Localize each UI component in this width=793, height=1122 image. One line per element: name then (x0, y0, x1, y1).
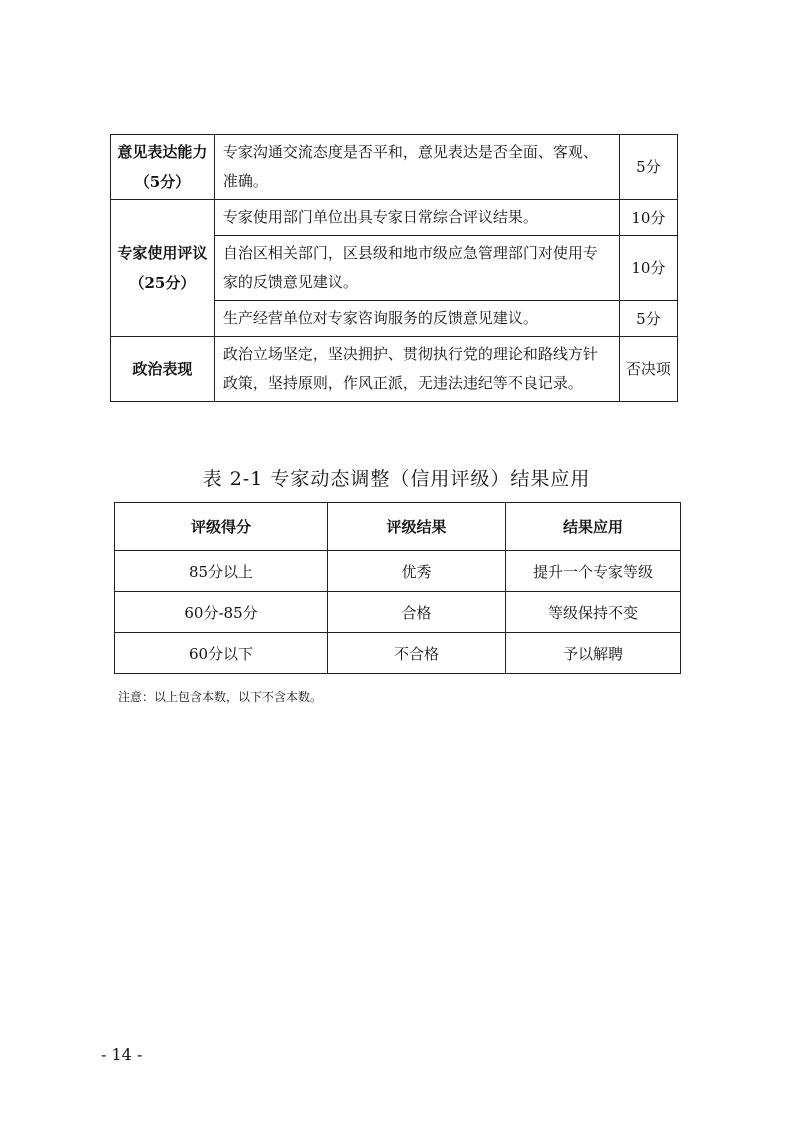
table-cell: 优秀 (328, 551, 506, 592)
table-row (115, 551, 681, 592)
criterion-score: 5分 (619, 135, 677, 200)
criterion-description: 自治区相关部门，区县级和地市级应急管理部门对使用专家的反馈意见建议。 (214, 236, 619, 301)
column-header: 评级结果 (328, 503, 506, 551)
table-caption: 表 2-1 专家动态调整（信用评级）结果应用 (202, 468, 591, 490)
table-cell: 等级保持不变 (506, 592, 681, 633)
criterion-description: 专家沟通交流态度是否平和，意见表达是否全面、客观、准确。 (214, 135, 619, 200)
criterion-description: 政治立场坚定，坚决拥护、贯彻执行党的理论和路线方针政策，坚持原则，作风正派，无违法违纪等不良记录。 (214, 337, 619, 402)
column-header: 评级得分 (115, 503, 328, 551)
criterion-score: 10分 (619, 200, 677, 236)
page-number: - 14 - (101, 1045, 143, 1064)
table-cell: 85分以上 (115, 551, 328, 592)
criterion-score: 10分 (619, 236, 677, 301)
category-usage-review: 专家使用评议（25分） (111, 200, 215, 337)
table-cell: 予以解聘 (506, 633, 681, 674)
table-row (111, 135, 678, 200)
table-cell: 合格 (328, 592, 506, 633)
table-header-row (115, 503, 681, 551)
criterion-description: 生产经营单位对专家咨询服务的反馈意见建议。 (214, 301, 619, 337)
table-cell: 不合格 (328, 633, 506, 674)
criteria-table (110, 134, 678, 402)
criterion-score: 否决项 (619, 337, 677, 402)
column-header: 结果应用 (506, 503, 681, 551)
table-cell: 提升一个专家等级 (506, 551, 681, 592)
category-expression: 意见表达能力（5分） (111, 135, 215, 200)
table-row (115, 633, 681, 674)
category-political: 政治表现 (111, 337, 215, 402)
table-row (111, 337, 678, 402)
table-row (115, 592, 681, 633)
table-row (111, 200, 678, 236)
table-note: 注意：以上包含本数，以下不含本数。 (118, 690, 323, 704)
criterion-score: 5分 (619, 301, 677, 337)
table-cell: 60分以下 (115, 633, 328, 674)
criterion-description: 专家使用部门单位出具专家日常综合评议结果。 (214, 200, 619, 236)
table-cell: 60分-85分 (115, 592, 328, 633)
results-table (114, 502, 681, 674)
